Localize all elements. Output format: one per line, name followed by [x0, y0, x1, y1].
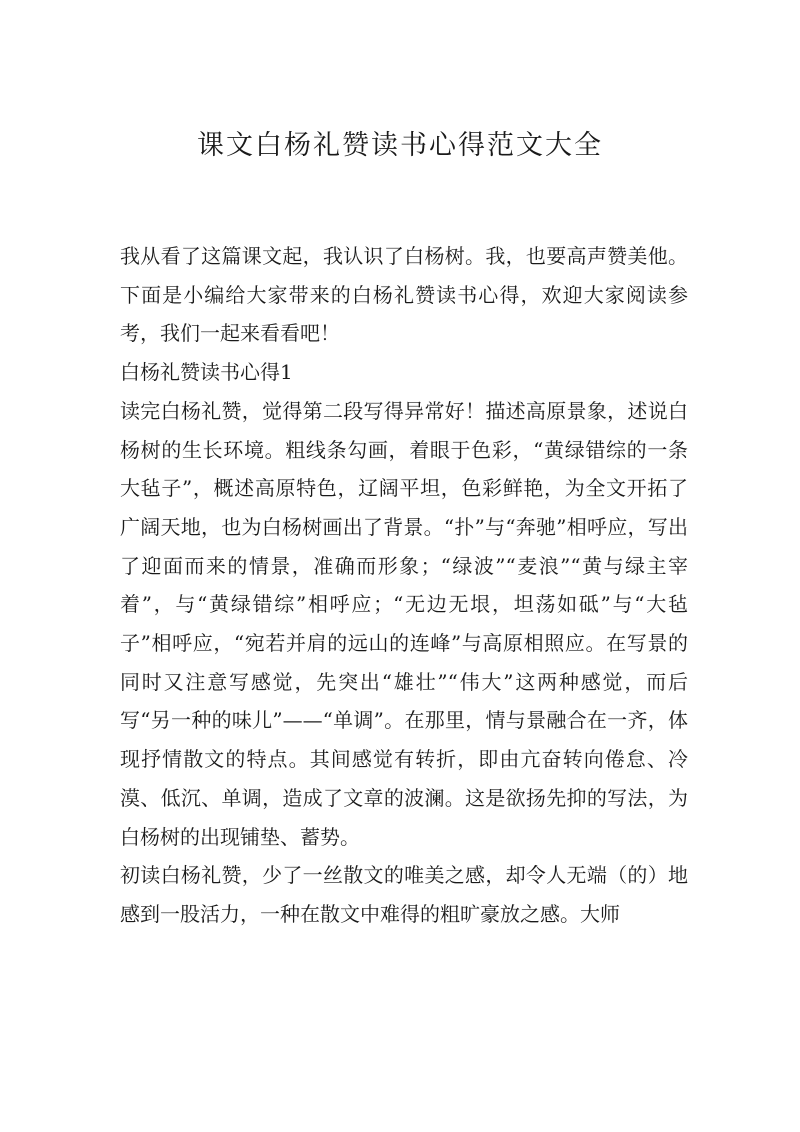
document-body: [120, 237, 688, 934]
section-heading: 白杨礼赞读书心得1: [120, 360, 293, 385]
intro-paragraph: 我从看了这篇课文起，我认识了白杨树。我，也要高声赞美他。下面是小编给大家带来的白杨礼赞读书心得，欢迎大家阅读参考，我们一起来看看吧！: [120, 244, 688, 346]
body-paragraph: 读完白杨礼赞，觉得第二段写得异常好！描述高原景象，述说白杨树的生长环境。粗线条勾画，着眼于色彩，“黄绿错综的一条大毡子”，概述高原特色，辽阔平坦，色彩鲜艳，为全文开拓了广阔天地，也为白杨树画出了背景。“扑”与“奔驰”相呼应，写出了迎面而来的情景，准确而形象；“绿波”“麦浪”“黄与绿主宰着”，与“黄绿错综”相呼应；“无边无垠，坦荡如砥”与“大毡子”相呼应，“宛若并肩的远山的连峰”与高原相照应。在写景的同时又注意写感觉，先突出“雄壮”“伟大”这两种感觉，而后写“另一种的味儿”——“单调”。在那里，情与景融合在一齐，体现抒情散文的特点。其间感觉有转折，即由亢奋转向倦怠、冷漠、低沉、单调，造成了文章的波澜。这是欲扬先抑的写法，为白杨树的出现铺垫、蓄势。: [120, 398, 688, 849]
document-title: 课文白杨礼赞读书心得范文大全: [197, 130, 603, 161]
body-paragraph: 初读白杨礼赞，少了一丝散文的唯美之感，却令人无端（的）地感到一股活力，一种在散文中难得的粗旷豪放之感。大师: [120, 863, 688, 926]
